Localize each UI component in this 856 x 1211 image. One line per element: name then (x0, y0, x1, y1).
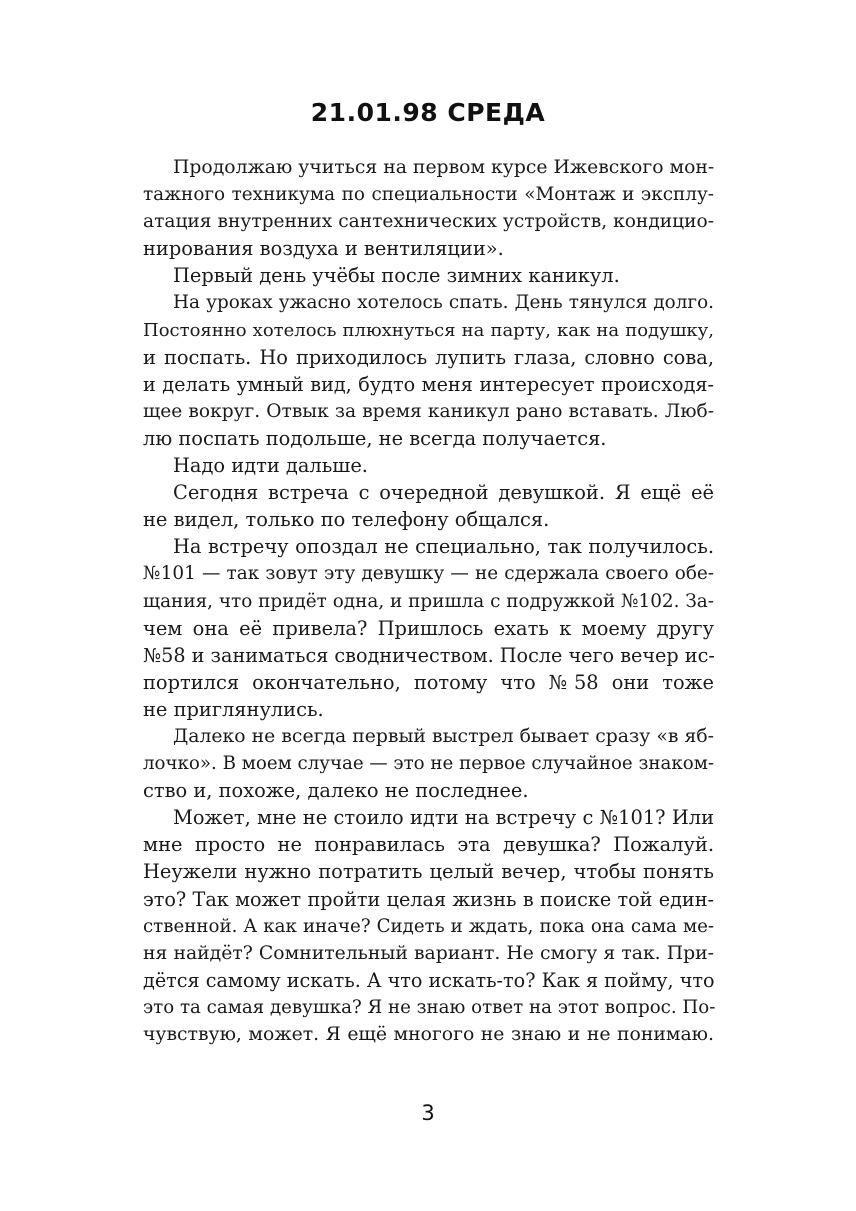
text-line: Сегодня встреча с очередной девушкой. Я ещё её (173, 481, 714, 505)
text-line: не видел, только по телефону общался. (143, 508, 550, 532)
page-number: 3 (421, 1101, 435, 1125)
text-line: лочко». В моем случае — это не первое случайное знаком- (143, 753, 714, 775)
text-line: ство и, похоже, далеко не последнее. (143, 779, 529, 803)
entry-date-heading: 21.01.98 СРЕДА (310, 98, 546, 127)
text-line: ня найдёт? Сомнительный вариант. Не смогу я так. При- (143, 942, 714, 964)
text-line: чем она её привела? Пришлось ехать к моему другу (143, 616, 714, 640)
text-line: и делать умный вид, будто меня интересует происходя- (143, 372, 714, 396)
text-line: дётся самому искать. А что искать-то? Как я пойму, что (143, 968, 715, 992)
text-line: Может, мне не стоило идти на встречу с №101? Или (173, 806, 714, 830)
text-line: мне просто не понравилась эта девушка? Пожалуй. (143, 833, 714, 857)
text-line: портился окончательно, потому что №58 они тоже (143, 670, 714, 694)
text-line: нирования воздуха и вентиляции». (143, 237, 504, 261)
text-line: №101 — так зовут эту девушку — не сдержала своего обе- (143, 563, 714, 585)
text-line: На встречу опоздал не специально, так получилось. (173, 535, 714, 559)
text-line: Далеко не всегда первый выстрел бывает сразу «в яб- (173, 725, 714, 747)
text-line: Неужели нужно потратить целый вечер, чтобы понять (143, 860, 714, 884)
text-line: это? Так может пройти целая жизнь в поиске той един- (143, 887, 714, 911)
text-line: чувствую, может. Я ещё многого не знаю и не понимаю. (143, 1024, 714, 1045)
text-line: На уроках ужасно хотелось спать. День тянулся долго. (173, 292, 714, 314)
text-line: Продолжаю учиться на первом курсе Ижевского мон- (173, 157, 715, 178)
text-line: тажного техникума по специальности «Монтаж и эксплу- (143, 184, 714, 206)
text-line: атация внутренних сантехнических устройств, кондицио- (143, 211, 714, 233)
text-line: щания, что придёт одна, и пришла с подружкой №102. За- (143, 590, 714, 612)
text-line: Первый день учёбы после зимних каникул. (173, 264, 620, 288)
text-line: лю поспать подольше, не всегда получается. (143, 426, 607, 450)
text-line: это та самая девушка? Я не знаю ответ на этот вопрос. По- (143, 996, 716, 1018)
page-text (143, 154, 714, 1048)
text-line: Надо идти дальше. (173, 454, 368, 478)
text-line: и поспать. Но приходилось лупить глаза, словно сова, (143, 345, 714, 369)
text-line: щее вокруг. Отвык за время каникул рано вставать. Люб- (143, 400, 714, 422)
text-line: не приглянулись. (143, 697, 324, 721)
text-line: №58 и заниматься сводничеством. После чего вечер ис- (143, 643, 715, 667)
text-line: Постоянно хотелось плюхнуться на парту, как на подушку, (143, 319, 714, 341)
text-line: ственной. А как иначе? Сидеть и ждать, пока она сама ме- (143, 915, 714, 937)
